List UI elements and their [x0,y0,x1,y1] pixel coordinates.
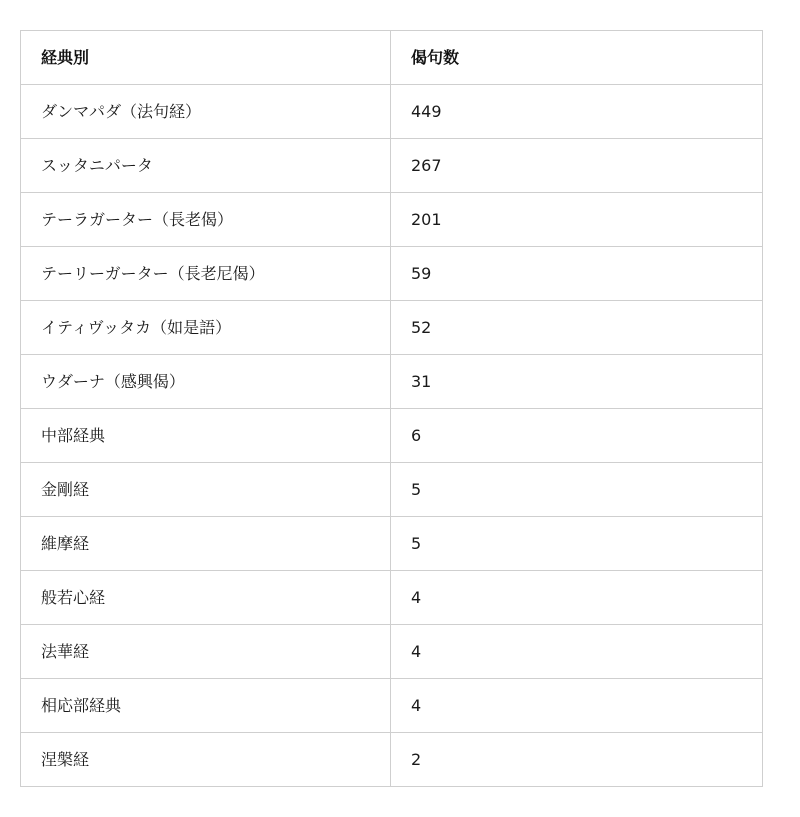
verse-count-cell: 5 [391,517,763,571]
table-row [21,85,763,139]
header-verse-count: 偈句数 [391,31,763,85]
table-row [21,301,763,355]
table-row [21,247,763,301]
sutra-name-cell: 維摩経 [21,517,391,571]
sutra-verse-table-container [20,30,762,787]
verse-count-cell: 4 [391,571,763,625]
verse-count-cell: 52 [391,301,763,355]
verse-count-cell: 4 [391,679,763,733]
sutra-name-cell: ダンマパダ（法句経） [21,85,391,139]
table-row [21,679,763,733]
verse-count-cell: 6 [391,409,763,463]
sutra-name-cell: 涅槃経 [21,733,391,787]
verse-count-cell: 267 [391,139,763,193]
table-body [21,85,763,787]
verse-count-cell: 31 [391,355,763,409]
table-row [21,355,763,409]
sutra-name-cell: イティヴッタカ（如是語） [21,301,391,355]
table-row [21,193,763,247]
table-row [21,625,763,679]
sutra-name-cell: 中部経典 [21,409,391,463]
table-row [21,463,763,517]
verse-count-cell: 4 [391,625,763,679]
sutra-name-cell: ウダーナ（感興偈） [21,355,391,409]
sutra-name-cell: 相応部経典 [21,679,391,733]
header-row [21,31,763,85]
verse-count-cell: 449 [391,85,763,139]
table-row [21,571,763,625]
sutra-name-cell: スッタニパータ [21,139,391,193]
verse-count-cell: 2 [391,733,763,787]
verse-count-cell: 59 [391,247,763,301]
sutra-name-cell: 法華経 [21,625,391,679]
sutra-name-cell: 般若心経 [21,571,391,625]
sutra-name-cell: テーリーガーター（長老尼偈） [21,247,391,301]
table-header [21,31,763,85]
header-sutra: 経典別 [21,31,391,85]
verse-count-cell: 5 [391,463,763,517]
table-row [21,517,763,571]
table-row [21,139,763,193]
verse-count-cell: 201 [391,193,763,247]
sutra-name-cell: テーラガーター（長老偈） [21,193,391,247]
table-row [21,733,763,787]
table-row [21,409,763,463]
sutra-name-cell: 金剛経 [21,463,391,517]
sutra-verse-table [20,30,763,787]
